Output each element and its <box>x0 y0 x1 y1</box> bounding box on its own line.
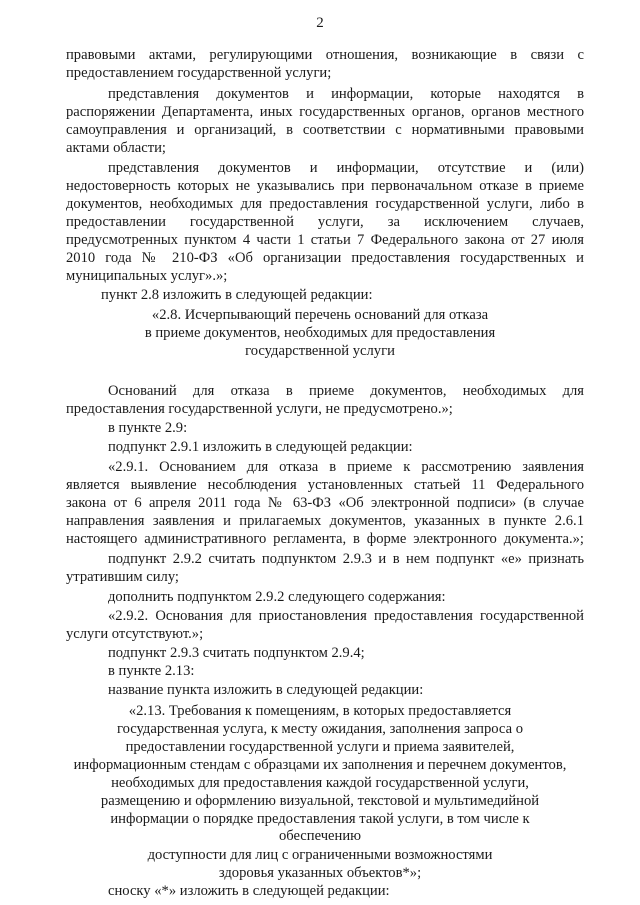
section-heading-line: «2.8. Исчерпывающий перечень оснований для отказа <box>151 307 489 323</box>
section-heading-line: информации о порядке предоставления такой услуги, в том числе к <box>110 811 530 827</box>
text-line: недостоверность которых не указывались при первоначальном отказе в приеме <box>66 178 584 194</box>
text-line: подпункт 2.9.3 считать подпунктом 2.9.4; <box>108 645 365 661</box>
text-line: распоряжении Департамента, иных государственных органов, органов местного <box>66 104 584 120</box>
section-heading-line: «2.13. Требования к помещениям, в которых предоставляется <box>128 703 512 719</box>
text-line: сноску «*» изложить в следующей редакции: <box>108 883 390 899</box>
page-number: 2 <box>316 15 324 31</box>
text-line: муниципальных услуг».»; <box>66 268 228 284</box>
text-line: актами области; <box>66 140 166 156</box>
section-heading-line: в приеме документов, необходимых для предоставления <box>144 325 496 341</box>
text-line: предоставлением государственной услуги; <box>66 65 332 81</box>
text-line: подпункт 2.9.1 изложить в следующей редакции: <box>108 439 413 455</box>
text-line: предоставления государственной услуги, не предусмотрено.»; <box>66 401 453 417</box>
text-line: настоящего административного регламента, в форме электронного документа.»; <box>66 531 584 547</box>
section-heading-line: информационным стендам с образцами их заполнения и перечнем документов, <box>73 757 567 773</box>
text-line: закона от 6 апреля 2011 года № 63-ФЗ «Об электронной подписи» (в случае <box>66 495 584 511</box>
section-heading-line: доступности для лиц с ограниченными возможностями <box>147 847 493 863</box>
text-line: направления заявления и прилагаемых документов, указанных в пункте 2.6.1 <box>66 513 584 529</box>
text-line: название пункта изложить в следующей редакции: <box>108 682 424 698</box>
text-line: представления документов и информации, отсутствие и (или) <box>108 160 584 176</box>
text-line: 2010 года № 210-ФЗ «Об организации предоставления государственных и <box>66 250 584 266</box>
text-line: в пункте 2.13: <box>108 663 195 679</box>
text-line: предусмотренных пунктом 4 части 1 статьи 7 Федерального закона от 27 июля <box>66 232 584 248</box>
text-line: документов, необходимых для предоставления государственной услуги, либо в <box>66 196 584 212</box>
text-line: правовыми актами, регулирующими отношения, возникающие в связи с <box>66 47 584 63</box>
text-line: Оснований для отказа в приеме документов, необходимых для <box>108 383 584 399</box>
section-heading-line: государственной услуги <box>245 343 395 359</box>
text-line: утратившим силу; <box>66 569 179 585</box>
text-line: пункт 2.8 изложить в следующей редакции: <box>101 287 373 303</box>
text-line: «2.9.1. Основанием для отказа в приеме к рассмотрению заявления <box>108 459 584 475</box>
text-line: самоуправления и организаций, в соответствии с нормативными правовыми <box>66 122 584 138</box>
text-line: подпункт 2.9.2 считать подпунктом 2.9.3 и в нем подпункт «е» признать <box>108 551 584 567</box>
section-heading-line: здоровья указанных объектов*»; <box>218 865 422 881</box>
section-heading-line: обеспечению <box>278 828 362 844</box>
text-line: дополнить подпунктом 2.9.2 следующего содержания: <box>108 589 446 605</box>
text-line: является выявление несоблюдения установленных статьей 11 Федерального <box>66 477 584 493</box>
text-line: услуги отсутствуют.»; <box>66 626 204 642</box>
section-heading-line: государственная услуга, к месту ожидания, заполнения запроса о <box>116 721 524 737</box>
section-heading-line: необходимых для предоставления каждой государственной услуги, <box>111 775 529 791</box>
text-line: предоставлении государственной услуги, за исключением случаев, <box>66 214 584 230</box>
section-heading-line: предоставлении государственной услуги и приема заявителей, <box>125 739 515 755</box>
text-line: представления документов и информации, которые находятся в <box>108 86 584 102</box>
text-line: «2.9.2. Основания для приостановления предоставления государственной <box>108 608 584 624</box>
section-heading-line: размещению и оформлению визуальной, текстовой и мультимедийной <box>100 793 540 809</box>
text-line: в пункте 2.9: <box>108 420 188 436</box>
